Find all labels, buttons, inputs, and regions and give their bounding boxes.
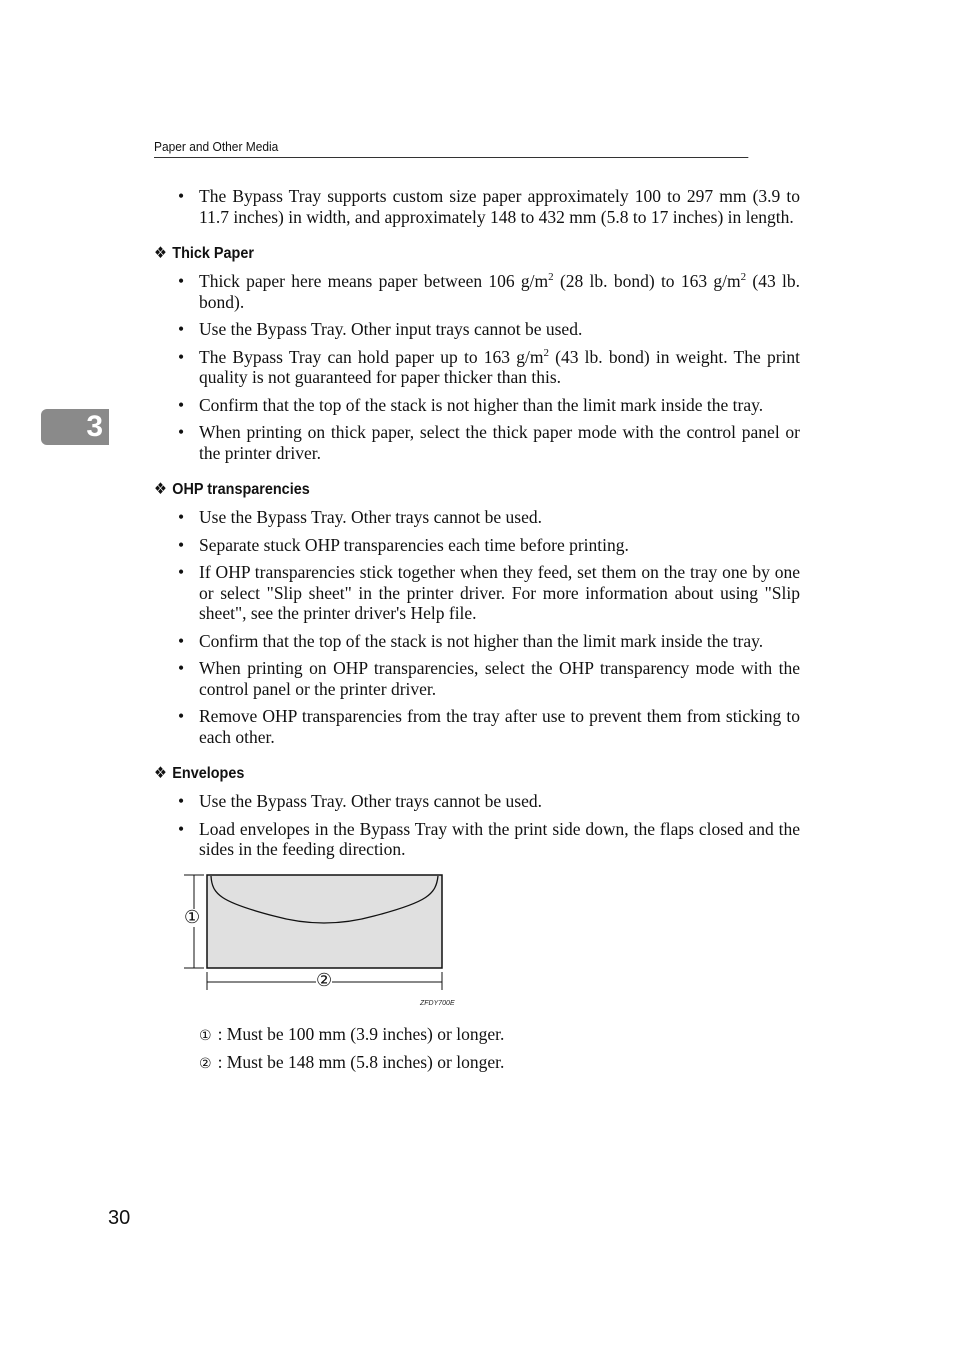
- figure-code: ZFDY700E: [420, 999, 455, 1007]
- list-item: • Use the Bypass Tray. Other trays cannot be used.: [154, 791, 800, 812]
- list-item: • If OHP transparencies stick together when they feed, set them on the tray one by one or select "Slip sheet" in the printer driver. For more information about using "Slip sheet", see the printer driver's Help file.: [154, 562, 800, 624]
- envelopes-list: [154, 791, 800, 860]
- list-item: • Thick paper here means paper between 106 $g/m^2$ (28 lb. bond) to 163 $g/m^2$ (43 lb. bond).: [154, 271, 800, 312]
- list-item: • Separate stuck OHP transparencies each time before printing.: [154, 535, 800, 556]
- section-title: Envelopes: [172, 765, 245, 782]
- diamond-bullet-icon: ❖: [154, 481, 167, 498]
- list-item: • When printing on OHP transparencies, select the OHP transparency mode with the control panel or the printer driver.: [154, 658, 800, 699]
- list-item: • The Bypass Tray supports custom size paper approximately 100 to 297 mm (3.9 to 11.7 inches) in width, and approximately 148 to 432 mm (5.8 to 17 inches) in length.: [154, 186, 800, 227]
- envelope-body: [207, 875, 442, 968]
- section-title: OHP transparencies: [172, 481, 310, 498]
- thick-paper-list: [154, 271, 800, 463]
- running-header: Paper and Other Media: [154, 139, 748, 158]
- page-content: [154, 186, 800, 1081]
- ohp-list: [154, 507, 800, 747]
- note-item: ① : Must be 100 mm (3.9 inches) or longer.: [199, 1023, 505, 1044]
- section-heading-envelopes: [154, 763, 735, 783]
- list-item: • Remove OHP transparencies from the tray after use to prevent them from sticking to each other.: [154, 706, 800, 747]
- list-item: • Use the Bypass Tray. Other trays cannot be used.: [154, 507, 800, 528]
- callout-2: ②: [316, 969, 333, 991]
- list-item: • The Bypass Tray can hold paper up to 163 $g/m^2$ (43 lb. bond) in weight. The print quality is not guaranteed for paper thicker than this.: [154, 347, 800, 388]
- chapter-tab: 3: [41, 409, 109, 445]
- list-item: • Load envelopes in the Bypass Tray with the print side down, the flaps closed and the sides in the feeding direction.: [154, 819, 800, 860]
- section-heading-ohp: [154, 479, 735, 499]
- list-item: • When printing on thick paper, select the thick paper mode with the control panel or the printer driver.: [154, 422, 800, 463]
- section-title: Thick Paper: [172, 245, 254, 262]
- intro-bullet-list: [154, 186, 800, 227]
- diamond-bullet-icon: ❖: [154, 765, 167, 782]
- figure-notes: [154, 1024, 800, 1075]
- note-item: ② : Must be 148 mm (5.8 inches) or longer.: [199, 1052, 505, 1072]
- envelope-diagram: [154, 872, 474, 1022]
- diamond-bullet-icon: ❖: [154, 245, 167, 262]
- list-item: • Use the Bypass Tray. Other input trays cannot be used.: [154, 319, 800, 340]
- page-number: 30: [108, 1207, 131, 1229]
- list-item: • Confirm that the top of the stack is not higher than the limit mark inside the tray.: [154, 631, 800, 652]
- list-item: • Confirm that the top of the stack is not higher than the limit mark inside the tray.: [154, 395, 800, 416]
- section-heading-thick-paper: [154, 243, 735, 263]
- callout-1: ①: [184, 906, 201, 928]
